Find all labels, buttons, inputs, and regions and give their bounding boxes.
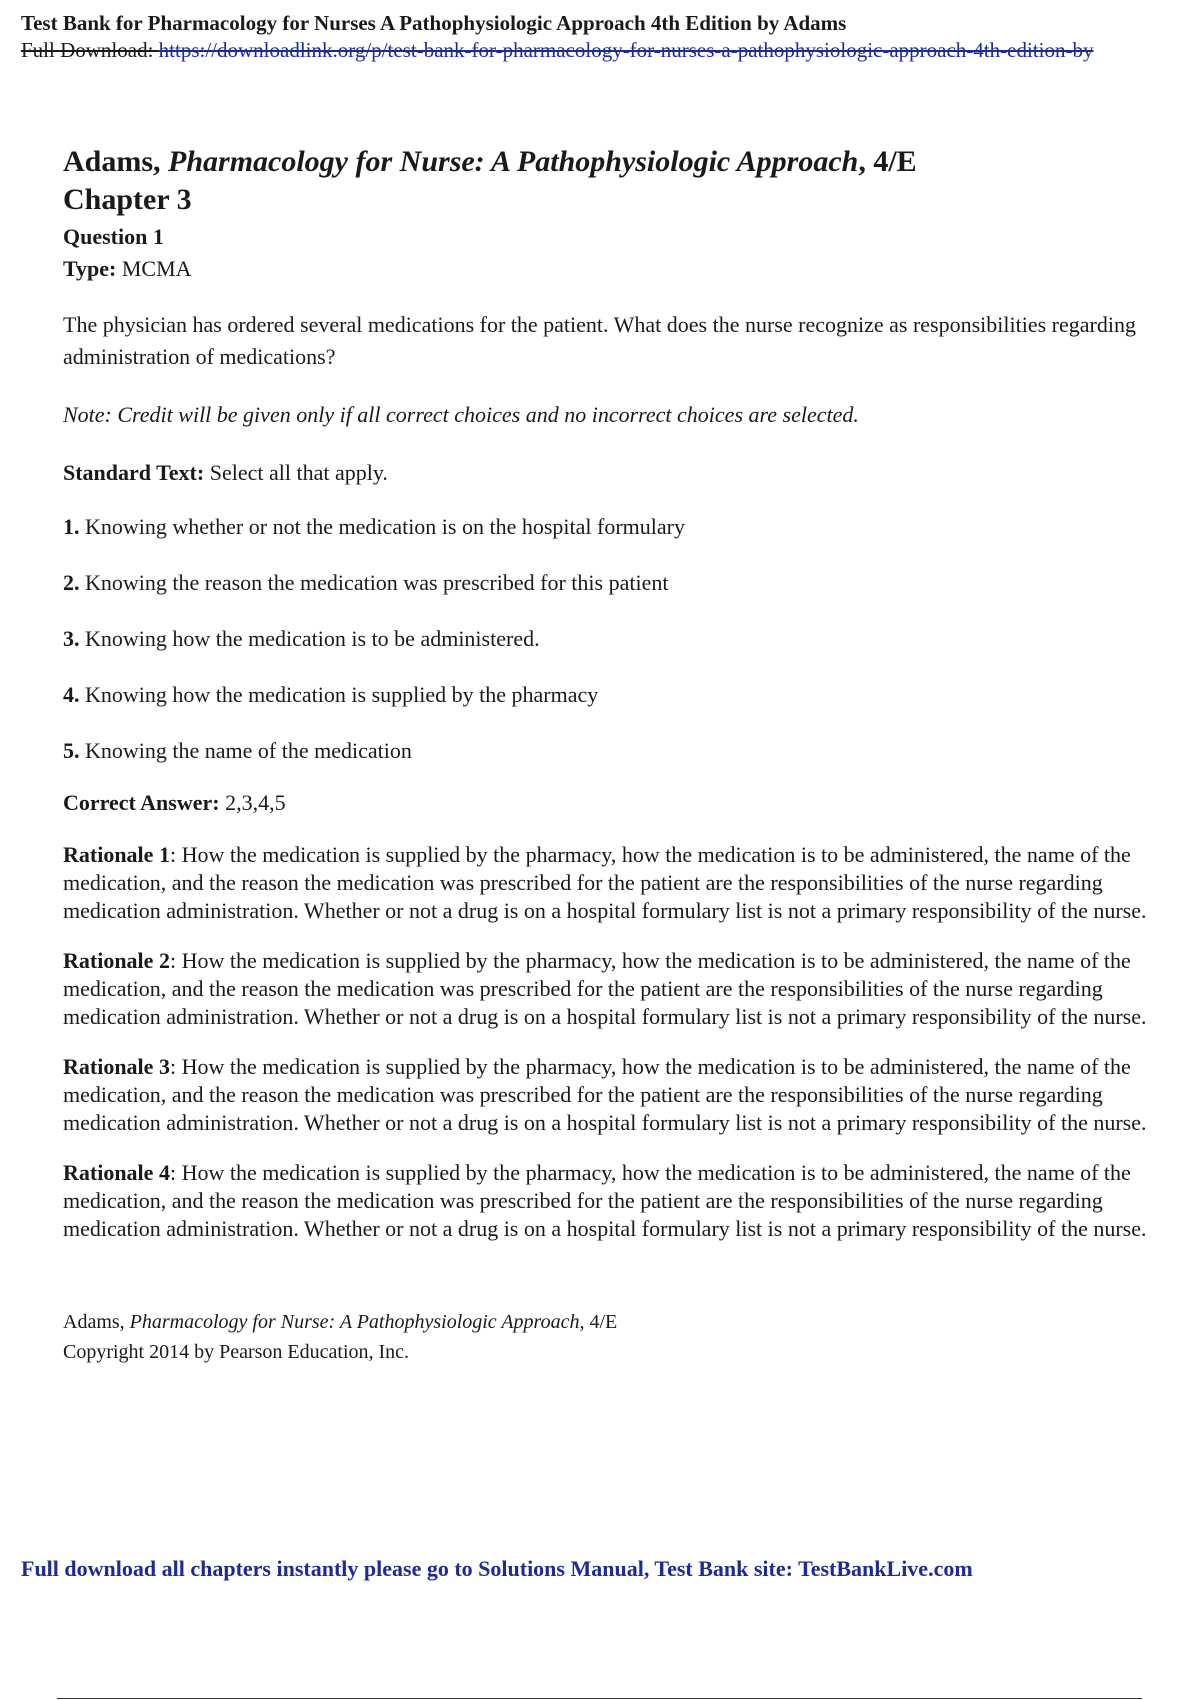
banner-download-line: [21, 36, 1191, 64]
option-5: [63, 735, 1173, 767]
option-number: 2.: [63, 570, 80, 595]
book-heading: [63, 143, 1173, 181]
option-4: [63, 679, 1173, 711]
document-body: [63, 143, 1173, 1367]
correct-answer: [63, 787, 1173, 819]
promo-link[interactable]: Full download all chapters instantly please go to Solutions Manual, Test Bank site: TestBankLive.com: [21, 1556, 973, 1581]
question-type: [63, 253, 1173, 285]
rationale-label: Rationale 1: [63, 842, 170, 867]
question-type-label: Type:: [63, 256, 117, 281]
footer-copyright: Copyright 2014 by Pearson Education, Inc.: [63, 1341, 410, 1363]
footer-citation: [63, 1307, 1173, 1367]
rationale-label: Rationale 4: [63, 1160, 170, 1185]
standard-text-label: Standard Text:: [63, 460, 205, 485]
question-note: Note: Credit will be given only if all correct choices and no incorrect choices are selected.: [63, 402, 859, 427]
question-stem: The physician has ordered several medications for the patient. What does the nurse recognize as responsibilities regarding administration of medications?: [63, 312, 1136, 369]
option-number: 1.: [63, 514, 80, 539]
rationale-4: [63, 1159, 1173, 1243]
question-number: Question 1: [63, 224, 164, 249]
bottom-divider: [57, 1698, 1142, 1699]
rationale-label: Rationale 2: [63, 948, 170, 973]
rationale-text: : How the medication is supplied by the pharmacy, how the medication is to be administered, the name of the medication, and the reason the medication was prescribed for the patient are the responsibilities of the nurse regarding medication administration. Whether or not a drug is on a hospital formulary list is not a primary responsibility of the nurse.: [63, 948, 1147, 1029]
option-2: [63, 567, 1173, 599]
book-author: Adams,: [63, 145, 169, 178]
correct-answer-label: Correct Answer:: [63, 790, 220, 815]
option-text: Knowing the reason the medication was prescribed for this patient: [79, 570, 669, 595]
correct-answer-value: 2,3,4,5: [219, 790, 286, 815]
download-label: Full Download:: [21, 38, 159, 62]
option-number: 4.: [63, 682, 80, 707]
option-3: [63, 623, 1173, 655]
rationale-1: [63, 841, 1173, 925]
footer-book-line: [63, 1307, 1173, 1337]
rationale-2: [63, 947, 1173, 1031]
option-number: 5.: [63, 738, 80, 763]
rationale-label: Rationale 3: [63, 1054, 170, 1079]
rationale-text: : How the medication is supplied by the pharmacy, how the medication is to be administered, the name of the medication, and the reason the medication was prescribed for the patient are the responsibilities of the nurse regarding medication administration. Whether or not a drug is on a hospital formulary list is not a primary responsibility of the nurse.: [63, 1054, 1147, 1135]
option-text: Knowing the name of the medication: [79, 738, 412, 763]
option-text: Knowing whether or not the medication is on the hospital formulary: [79, 514, 685, 539]
rationale-text: : How the medication is supplied by the pharmacy, how the medication is to be administered, the name of the medication, and the reason the medication was prescribed for the patient are the responsibilities of the nurse regarding medication administration. Whether or not a drug is on a hospital formulary list is not a primary responsibility of the nurse.: [63, 1160, 1147, 1241]
banner-title: Test Bank for Pharmacology for Nurses A Pathophysiologic Approach 4th Edition by Adams: [21, 11, 847, 35]
option-text: Knowing how the medication is supplied by the pharmacy: [79, 682, 599, 707]
rationale-text: : How the medication is supplied by the pharmacy, how the medication is to be administered, the name of the medication, and the reason the medication was prescribed for the patient are the responsibilities of the nurse regarding medication administration. Whether or not a drug is on a hospital formulary list is not a primary responsibility of the nurse.: [63, 842, 1147, 923]
footer-author: Adams,: [63, 1311, 130, 1333]
option-number: 3.: [63, 626, 80, 651]
download-link[interactable]: https://downloadlink.org/p/test-bank-for-pharmacology-for-nurses-a-pathophysiologic-approach-4th-edition-by: [158, 38, 1094, 62]
top-banner: [21, 10, 1191, 64]
option-1: [63, 511, 1173, 543]
footer-edition: , 4/E: [579, 1311, 618, 1333]
rationale-3: [63, 1053, 1173, 1137]
option-text: Knowing how the medication is to be administered.: [79, 626, 540, 651]
book-title: Pharmacology for Nurse: A Pathophysiologic Approach: [168, 145, 859, 178]
question-type-value: MCMA: [116, 256, 192, 281]
answer-options: [63, 511, 1173, 767]
book-edition: , 4/E: [858, 145, 917, 178]
chapter-heading: Chapter 3: [63, 183, 192, 216]
footer-book-title: Pharmacology for Nurse: A Pathophysiologic Approach: [129, 1311, 580, 1333]
standard-text: [63, 457, 1173, 489]
standard-text-value: Select all that apply.: [204, 460, 388, 485]
